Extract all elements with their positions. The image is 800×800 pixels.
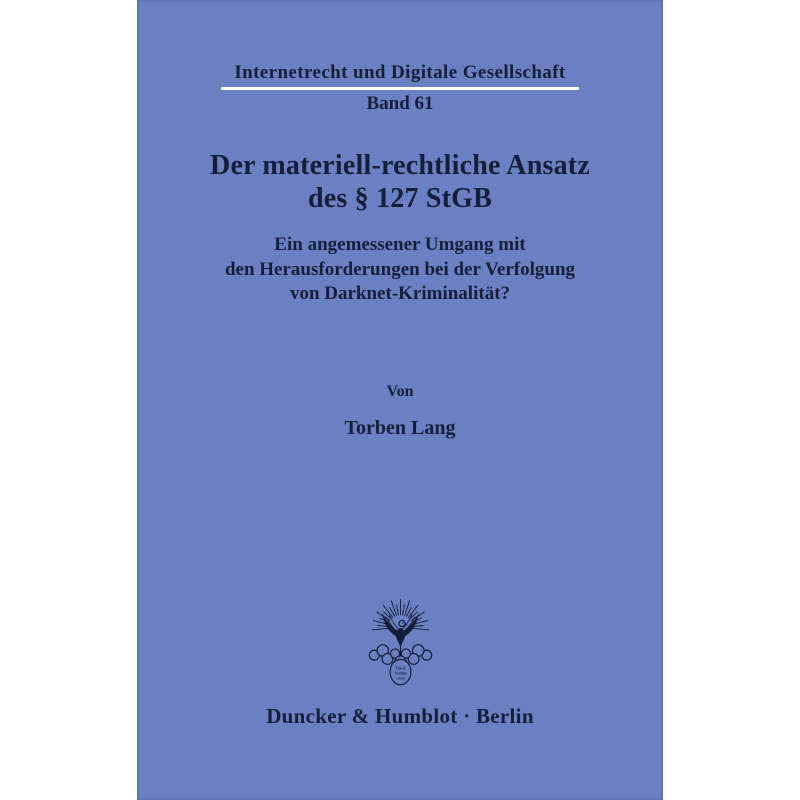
series-band-number: Band 61 [366, 93, 434, 114]
book-title [137, 149, 663, 215]
byline-label: Von [386, 383, 414, 400]
book-cover [137, 0, 663, 800]
book-subtitle [137, 233, 663, 307]
motto-line3: D&H [395, 676, 405, 681]
motto-line1: Vincit [394, 665, 406, 671]
publisher-imprint: Duncker & Humblot · Berlin [266, 704, 534, 728]
series-divider-rule [221, 87, 579, 90]
book-subtitle-line2: den Herausforderungen bei der Verfolgung [224, 258, 576, 280]
book-title-line1: Der materiell-rechtliche Ansatz [210, 150, 590, 181]
author-name: Torben Lang [344, 417, 456, 439]
book-subtitle-line3: von Darknet-Kriminalität? [289, 283, 511, 304]
motto-badge [390, 659, 411, 684]
motto-line2: Veritas [393, 670, 407, 676]
series-title: Internetrecht und Digitale Gesellschaft [234, 62, 566, 83]
publisher-logo [137, 595, 663, 689]
phoenix-sunburst-emblem-icon [362, 595, 439, 689]
book-subtitle-line1: Ein angemessener Umgang mit [274, 234, 526, 255]
book-title-line2: des § 127 StGB [307, 183, 493, 214]
